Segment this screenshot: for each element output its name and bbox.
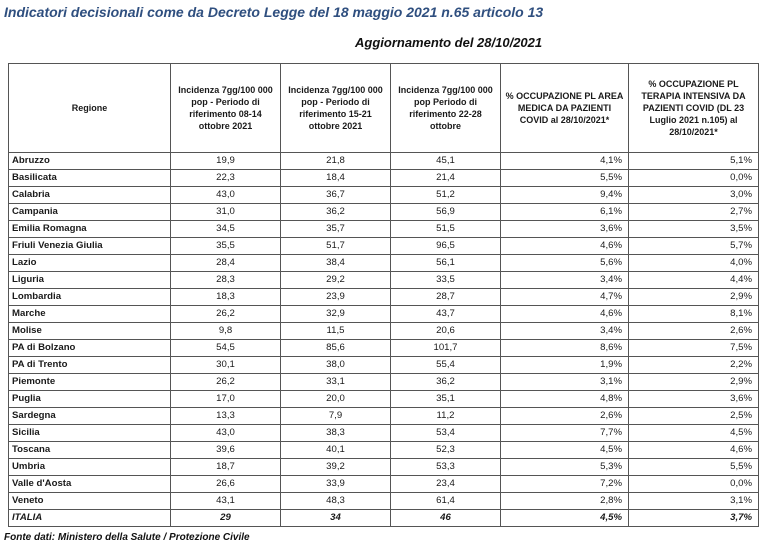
incidence-08-14-cell: 22,3 xyxy=(171,170,281,187)
incidence-15-21-cell: 39,2 xyxy=(281,459,391,476)
region-cell: Liguria xyxy=(9,272,171,289)
header-row xyxy=(9,64,759,153)
incidence-15-21-cell: 32,9 xyxy=(281,306,391,323)
medical-occupancy-cell: 7,2% xyxy=(501,476,629,493)
header-medical-area-occupancy: % OCCUPAZIONE PL AREA MEDICA DA PAZIENTI COVID al 28/10/2021* xyxy=(501,64,629,153)
region-cell: Toscana xyxy=(9,442,171,459)
incidence-15-21-cell: 33,9 xyxy=(281,476,391,493)
document-title: Indicatori decisionali come da Decreto Legge del 18 maggio 2021 n.65 articolo 13 xyxy=(4,4,544,20)
incidence-22-28-cell: 52,3 xyxy=(391,442,501,459)
icu-occupancy-cell: 8,1% xyxy=(629,306,759,323)
incidence-22-28-cell: 33,5 xyxy=(391,272,501,289)
region-cell: Piemonte xyxy=(9,374,171,391)
icu-occupancy-cell: 7,5% xyxy=(629,340,759,357)
icu-occupancy-cell: 4,4% xyxy=(629,272,759,289)
table-row xyxy=(9,306,759,323)
medical-occupancy-cell: 5,5% xyxy=(501,170,629,187)
incidence-22-28-cell: 35,1 xyxy=(391,391,501,408)
medical-occupancy-cell: 4,7% xyxy=(501,289,629,306)
incidence-22-28-cell: 23,4 xyxy=(391,476,501,493)
medical-occupancy-cell: 3,4% xyxy=(501,323,629,340)
table-row xyxy=(9,493,759,510)
incidence-22-28-cell: 21,4 xyxy=(391,170,501,187)
icu-occupancy-cell: 0,0% xyxy=(629,476,759,493)
medical-occupancy-cell: 3,4% xyxy=(501,272,629,289)
incidence-22-28-cell: 53,3 xyxy=(391,459,501,476)
medical-occupancy-cell: 4,1% xyxy=(501,153,629,170)
icu-occupancy-cell: 2,9% xyxy=(629,289,759,306)
incidence-08-14-cell: 54,5 xyxy=(171,340,281,357)
table-row xyxy=(9,153,759,170)
update-date: Aggiornamento del 28/10/2021 xyxy=(355,35,543,50)
icu-occupancy-cell: 0,0% xyxy=(629,170,759,187)
medical-occupancy-cell: 4,6% xyxy=(501,306,629,323)
region-cell: Basilicata xyxy=(9,170,171,187)
table-row xyxy=(9,238,759,255)
table-row xyxy=(9,221,759,238)
source-note: Fonte dati: Ministero della Salute / Protezione Civile xyxy=(4,532,250,543)
icu-occupancy-cell: 3,0% xyxy=(629,187,759,204)
region-cell: Lombardia xyxy=(9,289,171,306)
region-cell: Valle d'Aosta xyxy=(9,476,171,493)
table-row xyxy=(9,170,759,187)
incidence-22-28-cell: 43,7 xyxy=(391,306,501,323)
incidence-15-21-cell: 38,3 xyxy=(281,425,391,442)
incidence-08-14-cell: 34,5 xyxy=(171,221,281,238)
medical-occupancy-cell: 4,5% xyxy=(501,510,629,527)
medical-occupancy-cell: 3,6% xyxy=(501,221,629,238)
incidence-22-28-cell: 20,6 xyxy=(391,323,501,340)
icu-occupancy-cell: 2,7% xyxy=(629,204,759,221)
table-row xyxy=(9,442,759,459)
region-cell: PA di Trento xyxy=(9,357,171,374)
incidence-22-28-cell: 96,5 xyxy=(391,238,501,255)
incidence-08-14-cell: 43,0 xyxy=(171,425,281,442)
incidence-15-21-cell: 33,1 xyxy=(281,374,391,391)
header-region: Regione xyxy=(9,64,171,153)
incidence-15-21-cell: 34 xyxy=(281,510,391,527)
region-cell: Sicilia xyxy=(9,425,171,442)
incidence-08-14-cell: 18,7 xyxy=(171,459,281,476)
icu-occupancy-cell: 4,6% xyxy=(629,442,759,459)
table-row xyxy=(9,255,759,272)
table-row xyxy=(9,204,759,221)
incidence-15-21-cell: 38,4 xyxy=(281,255,391,272)
header-incidence-15-21: Incidenza 7gg/100 000 pop - Periodo di riferimento 15-21 ottobre 2021 xyxy=(281,64,391,153)
incidence-15-21-cell: 35,7 xyxy=(281,221,391,238)
incidence-22-28-cell: 36,2 xyxy=(391,374,501,391)
incidence-22-28-cell: 56,1 xyxy=(391,255,501,272)
incidence-08-14-cell: 19,9 xyxy=(171,153,281,170)
incidence-15-21-cell: 18,4 xyxy=(281,170,391,187)
table-row xyxy=(9,425,759,442)
icu-occupancy-cell: 2,2% xyxy=(629,357,759,374)
incidence-22-28-cell: 53,4 xyxy=(391,425,501,442)
region-cell: Abruzzo xyxy=(9,153,171,170)
incidence-15-21-cell: 11,5 xyxy=(281,323,391,340)
incidence-08-14-cell: 17,0 xyxy=(171,391,281,408)
incidence-08-14-cell: 26,2 xyxy=(171,374,281,391)
table-row xyxy=(9,357,759,374)
incidence-15-21-cell: 20,0 xyxy=(281,391,391,408)
incidence-08-14-cell: 35,5 xyxy=(171,238,281,255)
table-row xyxy=(9,340,759,357)
region-cell: Veneto xyxy=(9,493,171,510)
incidence-22-28-cell: 51,2 xyxy=(391,187,501,204)
incidence-22-28-cell: 46 xyxy=(391,510,501,527)
medical-occupancy-cell: 1,9% xyxy=(501,357,629,374)
medical-occupancy-cell: 5,3% xyxy=(501,459,629,476)
total-row xyxy=(9,510,759,527)
header-incidence-08-14: Incidenza 7gg/100 000 pop - Periodo di riferimento 08-14 ottobre 2021 xyxy=(171,64,281,153)
table-row xyxy=(9,408,759,425)
icu-occupancy-cell: 3,1% xyxy=(629,493,759,510)
incidence-15-21-cell: 29,2 xyxy=(281,272,391,289)
region-cell: PA di Bolzano xyxy=(9,340,171,357)
region-cell: Campania xyxy=(9,204,171,221)
icu-occupancy-cell: 4,5% xyxy=(629,425,759,442)
medical-occupancy-cell: 5,6% xyxy=(501,255,629,272)
medical-occupancy-cell: 8,6% xyxy=(501,340,629,357)
incidence-08-14-cell: 13,3 xyxy=(171,408,281,425)
incidence-15-21-cell: 85,6 xyxy=(281,340,391,357)
region-cell: Molise xyxy=(9,323,171,340)
icu-occupancy-cell: 3,7% xyxy=(629,510,759,527)
incidence-15-21-cell: 23,9 xyxy=(281,289,391,306)
icu-occupancy-cell: 5,7% xyxy=(629,238,759,255)
table-body xyxy=(9,153,759,527)
incidence-22-28-cell: 56,9 xyxy=(391,204,501,221)
incidence-15-21-cell: 21,8 xyxy=(281,153,391,170)
header-incidence-22-28: Incidenza 7gg/100 000 pop Periodo di riferimento 22-28 ottobre xyxy=(391,64,501,153)
region-cell: Puglia xyxy=(9,391,171,408)
incidence-15-21-cell: 38,0 xyxy=(281,357,391,374)
table-row xyxy=(9,272,759,289)
incidence-08-14-cell: 31,0 xyxy=(171,204,281,221)
header-icu-occupancy: % OCCUPAZIONE PL TERAPIA INTENSIVA DA PAZIENTI COVID (DL 23 Luglio 2021 n.105) al 28/10/2021* xyxy=(629,64,759,153)
incidence-22-28-cell: 11,2 xyxy=(391,408,501,425)
incidence-08-14-cell: 43,0 xyxy=(171,187,281,204)
icu-occupancy-cell: 2,5% xyxy=(629,408,759,425)
incidence-15-21-cell: 7,9 xyxy=(281,408,391,425)
medical-occupancy-cell: 4,5% xyxy=(501,442,629,459)
table-row xyxy=(9,374,759,391)
region-cell: Sardegna xyxy=(9,408,171,425)
incidence-08-14-cell: 9,8 xyxy=(171,323,281,340)
medical-occupancy-cell: 4,6% xyxy=(501,238,629,255)
incidence-08-14-cell: 30,1 xyxy=(171,357,281,374)
region-cell: Marche xyxy=(9,306,171,323)
incidence-15-21-cell: 48,3 xyxy=(281,493,391,510)
incidence-15-21-cell: 51,7 xyxy=(281,238,391,255)
medical-occupancy-cell: 7,7% xyxy=(501,425,629,442)
region-cell: Lazio xyxy=(9,255,171,272)
incidence-08-14-cell: 26,6 xyxy=(171,476,281,493)
medical-occupancy-cell: 6,1% xyxy=(501,204,629,221)
icu-occupancy-cell: 4,0% xyxy=(629,255,759,272)
indicators-table xyxy=(8,63,759,527)
medical-occupancy-cell: 9,4% xyxy=(501,187,629,204)
incidence-22-28-cell: 55,4 xyxy=(391,357,501,374)
incidence-22-28-cell: 51,5 xyxy=(391,221,501,238)
region-cell: Calabria xyxy=(9,187,171,204)
medical-occupancy-cell: 2,8% xyxy=(501,493,629,510)
incidence-15-21-cell: 40,1 xyxy=(281,442,391,459)
region-cell: Umbria xyxy=(9,459,171,476)
incidence-22-28-cell: 28,7 xyxy=(391,289,501,306)
icu-occupancy-cell: 5,1% xyxy=(629,153,759,170)
incidence-08-14-cell: 29 xyxy=(171,510,281,527)
icu-occupancy-cell: 3,5% xyxy=(629,221,759,238)
table-row xyxy=(9,391,759,408)
table-row xyxy=(9,187,759,204)
medical-occupancy-cell: 2,6% xyxy=(501,408,629,425)
region-cell: Friuli Venezia Giulia xyxy=(9,238,171,255)
icu-occupancy-cell: 3,6% xyxy=(629,391,759,408)
incidence-08-14-cell: 28,3 xyxy=(171,272,281,289)
region-cell: ITALIA xyxy=(9,510,171,527)
icu-occupancy-cell: 5,5% xyxy=(629,459,759,476)
incidence-22-28-cell: 101,7 xyxy=(391,340,501,357)
table-row xyxy=(9,459,759,476)
table-row xyxy=(9,289,759,306)
incidence-08-14-cell: 26,2 xyxy=(171,306,281,323)
table-row xyxy=(9,323,759,340)
icu-occupancy-cell: 2,6% xyxy=(629,323,759,340)
incidence-15-21-cell: 36,2 xyxy=(281,204,391,221)
incidence-08-14-cell: 43,1 xyxy=(171,493,281,510)
incidence-08-14-cell: 18,3 xyxy=(171,289,281,306)
region-cell: Emilia Romagna xyxy=(9,221,171,238)
incidence-22-28-cell: 61,4 xyxy=(391,493,501,510)
medical-occupancy-cell: 3,1% xyxy=(501,374,629,391)
incidence-15-21-cell: 36,7 xyxy=(281,187,391,204)
incidence-08-14-cell: 39,6 xyxy=(171,442,281,459)
incidence-08-14-cell: 28,4 xyxy=(171,255,281,272)
medical-occupancy-cell: 4,8% xyxy=(501,391,629,408)
icu-occupancy-cell: 2,9% xyxy=(629,374,759,391)
incidence-22-28-cell: 45,1 xyxy=(391,153,501,170)
table-row xyxy=(9,476,759,493)
